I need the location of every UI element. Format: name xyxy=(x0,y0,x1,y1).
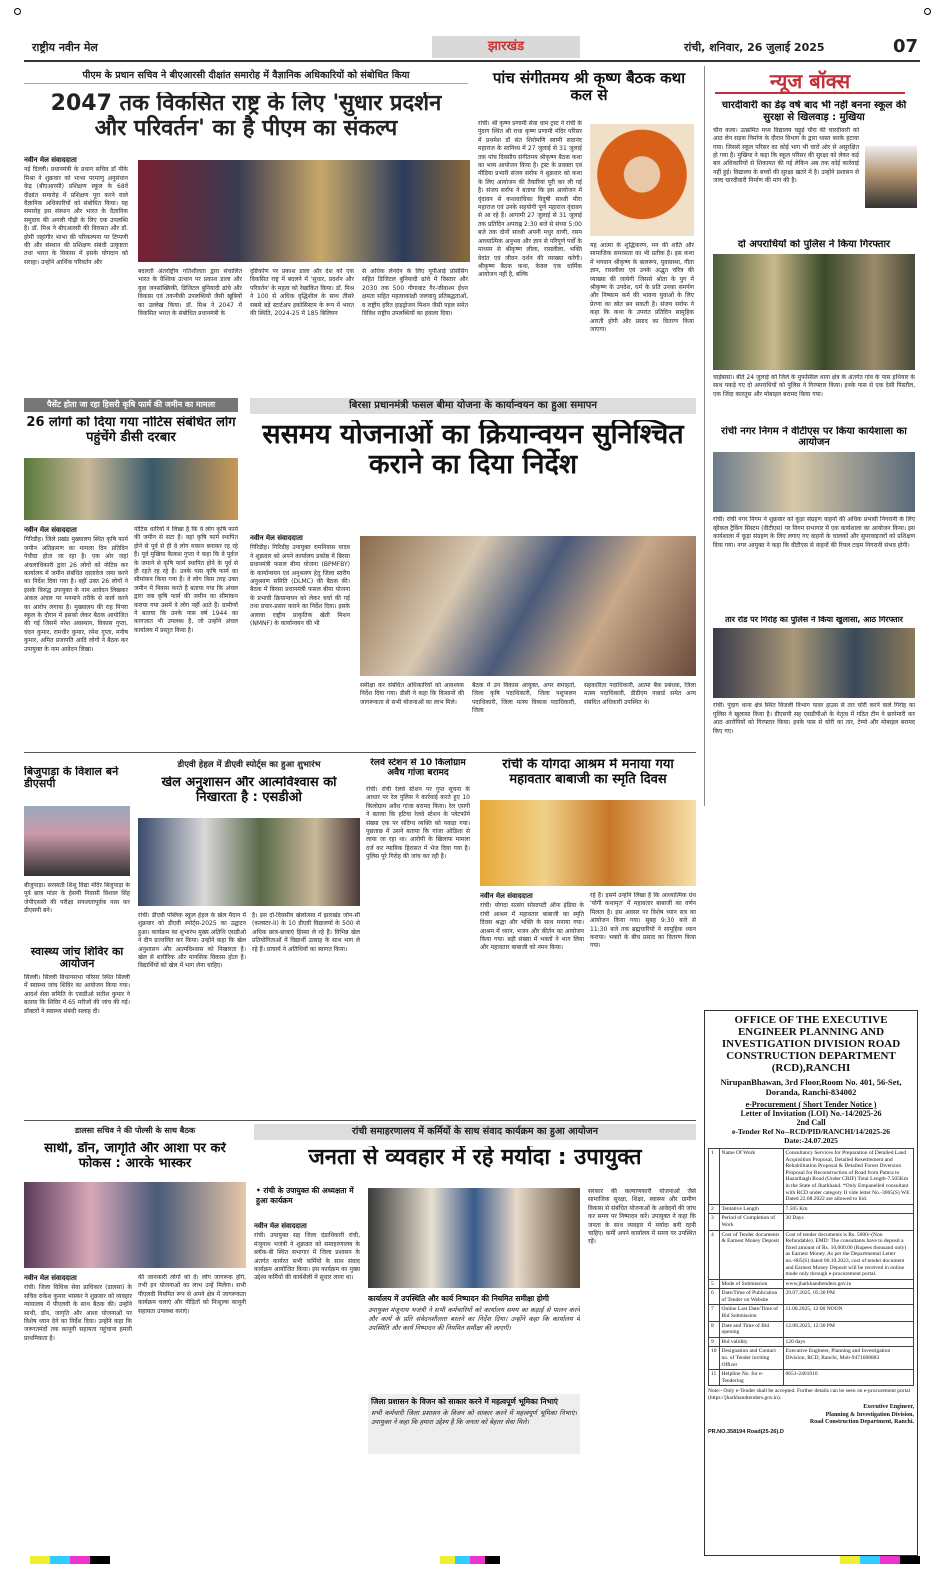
news4-body: रांची। पुंदाग थाना क्षेत्र स्थित विजली विभाग पावर हाउस से तार चोरी करने वाले गिरोह का पुलिस ने खुलासा किया है। डीएसपी सह एसडीपीओ के नेतृत्व में गठित टीम ने छापेमारी कर आठ आरोपियों को गिरफ्तार किया। इनके पास से चोरी का तार, टेम्पो और मोबाइल बरामद किए गए। xyxy=(713,702,915,735)
a10-byline: नवीन मेल संवाददाता xyxy=(24,1274,77,1282)
tender-row xyxy=(709,1279,914,1289)
news-box-title: न्यूज बॉक्स xyxy=(715,70,905,94)
a7-kicker: डीएवी हेहल में डीएवी स्पोर्ट्स का हुआ शुभारंभ xyxy=(138,758,360,772)
tender-cell-label: Helpline No. for e-Tendering xyxy=(719,1370,783,1386)
news-box xyxy=(704,66,918,806)
news1-photo xyxy=(865,146,917,208)
news3-body: रांची। रांची नगर निगम ने शुक्रवार को कूड़ा संग्रहण वाहनों की अधिक प्रभावी निगरानी के लिए व्हीकल ट्रैकिंग सिस्टम (वीटीएस) पर निगम सभागार में एक कार्यशाला का आयोजन किया। इस कार्यशाला में कूड़ा संग्रहण के लिए लगाए गए वाहनों के चालकों और सुपरवाइजरों को प्रशिक्षण दिया गया। नगर आयुक्त ने कहा कि वीटीएस से वाहनों की रियल टाइम निगरानी संभव होगी। xyxy=(713,516,915,549)
color-bar xyxy=(840,1556,920,1564)
a10-photo xyxy=(24,1182,246,1268)
news2-body: चाईबासा। बीते 24 जुलाई को जिले के मुफस्सिल थाना क्षेत्र के अंतर्गत गांव के पास हथियार के साथ पकड़े गए दो अपराधियों को पुलिस ने गिरफ्तार किया। इनके पास से एक देसी पिस्तौल, एक जिंदा कारतूस और मोबाइल बरामद किया गया। xyxy=(713,373,915,398)
tender-cell-label: Date/Time of Publication of Tender on Website xyxy=(719,1289,783,1305)
masthead-section: झारखंड xyxy=(432,36,580,58)
a9-body-col1 xyxy=(480,892,584,1116)
registration-mark xyxy=(14,8,21,15)
a11-headline: जनता से व्यवहार में रहे मर्यादा : उपायुक्त xyxy=(308,1146,642,1170)
tender-cell-label: Mode of Submission xyxy=(719,1279,783,1289)
a11-bullet: • रांची के उपायुक्त की अध्यक्षता में हुआ कार्यक्रम xyxy=(256,1186,354,1205)
a11-caption1-head: कार्यालय में उपस्थिति और कार्य निष्पादन की नियमित समीक्षा होगी xyxy=(368,1294,549,1303)
a4-body-col1 xyxy=(250,534,350,746)
tender-cell-value: 11.08.2025, 12:00 NOON xyxy=(783,1305,914,1321)
a1-kicker: पीएम के प्रधान सचिव ने बीएआरसी दीक्षांत समारोह में वैज्ञानिक अधिकारियों को संबोधित किया xyxy=(24,68,468,84)
news3-headline: रांची नगर निगम ने वीटीएस पर किया कार्यशाला का आयोजन xyxy=(721,425,907,449)
a2-body-col2: यह आत्मा के शुद्धिकरण, मन की शांति और सामाजिक समरसता का भी प्रतीक है। इस कथा में भगवान श्रीकृष्ण के बालरूप, युवावस्था, गीता ज्ञान, रासलीला एवं उनके अद्भुत चरित्र की व्याख्या की जायेगी जिससे श्रोता के युग में श्रीकृष्ण के उपदेश, धर्म के प्रति उनका समर्पण और निष्काम कर्म की भावना युवाओं के लिए प्रेरणा का स्रोत बन सकती है। संजय सर्राफ ने कहा कि कथा के उपरांत प्रतिदिन सामूहिक आरती होगी और प्रसाद का वितरण किया जाएगा। xyxy=(590,242,694,334)
a8-body: रांची। रांची रेलवे स्टेशन पर गुप्त सूचना के आधार पर रेल पुलिस ने कार्रवाई करते हुए 10 किलोग्राम अवैध गांजा बरामद किया। रेल एसपी ने बताया कि हटिया रेलवे स्टेशन के प्लेटफॉर्म संख्या एक पर संदिग्ध व्यक्ति को पकड़ा गया। पूछताछ में उसने बताया कि गांजा ओडिशा से लाया जा रहा था। आरोपी के खिलाफ मामला दर्ज कर न्यायिक हिरासत में भेज दिया गया है। पुलिस पूरे गिरोह की जांच कर रही है। xyxy=(366,786,470,861)
a1-byline: नवीन मेल संवाददाता xyxy=(24,156,77,164)
masthead-date: रांची, शनिवार, 26 जुलाई 2025 xyxy=(684,41,825,54)
divider xyxy=(24,752,696,753)
a10-headline: साथी, डॉन, जागृति और आशा पर करें फोकस : आरके भास्कर xyxy=(44,1142,226,1171)
a5-headline: बिजुपाड़ा के विशाल बने डीएसपी xyxy=(24,766,119,791)
tender-row xyxy=(709,1204,914,1214)
tender-cell-value: 120 days xyxy=(783,1337,914,1347)
a1-photo xyxy=(138,160,470,262)
news2-photo xyxy=(713,254,915,370)
tender-cell-sn: 7 xyxy=(709,1305,720,1321)
tender-cell-value: Cost of tender documents is Rs. 5000/-(Non Refundable). EMD: The consultants have to deposit a fixed amount of Rs. 10,000.00 (Rupees thousand only) as Earnest Money. As per the Departmental Letter no.-865(S) dated 06.10.2023, cost of tender document and Earnest Money Deposit will be received in online mode only through e-procurement portal. xyxy=(783,1230,914,1279)
tender-note: Note:- Only e-Tender shall be accepted. Further details can be seen on e-procurement portal (https://jharkhandtenders.gov.in). xyxy=(708,1388,911,1402)
tender-pr-number: PR.NO.358194 Road(25-26).D xyxy=(708,1428,784,1435)
a10-body-col2: की जानकारी लोगों को दें। लोग जागरूक होंगे, तभी इन योजनाओं का लाभ उन्हें मिलेगा। सभी पीएलवी नियमित रूप से अपने क्षेत्र में जागरूकता कार्यक्रम चलाएं और पीड़ितों को निःशुल्क कानूनी सहायता उपलब्ध कराएं। xyxy=(138,1274,246,1315)
tender-cell-value: Executive Engineer, Planning and Investigation Division, RCD, Ranchi, Mob-9471608883 xyxy=(783,1347,914,1370)
divider xyxy=(24,1120,696,1121)
tender-cell-sn: 1 xyxy=(709,1149,720,1205)
a5-body: बीजुपाड़ा। सरस्वती शिशु विद्या मंदिर बिजुपाड़ा के पूर्व छात्र मांडर के हेसमी निवासी विशाल सिंह जेपीएससी की परीक्षा सफलतापूर्वक पास कर डीएसपी बने। xyxy=(24,882,130,915)
a2-headline: पांच संगीतमय श्री कृष्ण बैठक कथा कल से xyxy=(492,70,686,104)
tender-heading: e-Procurement ( Short Tender Notice ) xyxy=(745,1100,877,1109)
news1-headline: चारदीवारी का डेढ़ वर्ष बाद भी नहीं बनना स्कूल की सुरक्षा से खिलवाड़ : मुखिया xyxy=(721,100,907,123)
color-bar xyxy=(30,1556,110,1564)
a3-photo xyxy=(24,458,238,520)
tender-cell-value: 30 Days xyxy=(783,1214,914,1230)
a2-photo xyxy=(590,124,694,236)
a3-body-col2: नोटिस धारियों ने लिखा है कि वे लोग कृषि फार्म की जमीन से सटा है। वहां कृषि फार्म स्थापित होने से पूर्व से ही वे लोग मकान बनाकर रह रहे हैं। पूर्व मुखिया कैलाश गुप्ता ने कहा कि वे पूर्वज के जमाने से कृषि फार्म स्थापित होने के पूर्व से ही रहते रह रहे हैं। उनके पास कृषि फार्म का सीमांकन किया गया है। वे लोग किस तरह उक्त जमीन में निवास करते हैं बताया गया कि अंचल द्वारा जब कृषि फार्म की जमीन का सीमांकन कराया गया उसमें वे लोग नहीं आते हैं। ग्रामीणों ने बताया कि उनके पास वर्ष 1944 का कागजात भी उपलब्ध है, जो उन्होंने अंचल कार्यालय में प्रस्तुत किया है। xyxy=(134,526,238,634)
news2-headline: दो अपराधियों को पुलिस ने किया गिरफ्तार xyxy=(737,238,891,250)
masthead xyxy=(24,34,920,62)
a3-text: गिरिडीह। जिले प्रखंड मुख्यालय स्थित कृषि फार्म जमीन अतिक्रमण का मामला दिन प्रतिदिन पेचीदा होता जा रहा है। एक ओर जहां अंचलाधिकारी द्वारा 26 लोगों को नोटिस कर कार्यालय में जमीन संबंधित दस्तावेज जमा करने का निर्देश दिया गया है। वहीं उक्त 26 लोगों ने इसके विरुद्ध उपायुक्त के नाम आवेदन लिखकर अंकल अंचल पर मनमाने तरीके से कार्य करने का आरोप लगाया है। मुख्यालय की राह पिपरा स्कूल के दौरान में इसको लेकर बैठक आयोजित की गई जिसमें नरेश अवस्थान, विकास गुप्ता, चंदन कुमार, रामधीर कुमार, रमेश गुप्ता, मनीष कुमार, अमित प्रजापति आदि लोगों ने बैठक कर उपायुक्त के नाम आवेदन लिखा। xyxy=(24,536,128,653)
a9-body-col2: रहे हैं। इसमें उन्होंने लिखा है कि आध्यात्मिक ग्रंथ 'योगी कथामृत' में महावतार बाबाजी का वर्णन मिलता है। इस अवसर पर विशेष ध्यान सत्र का आयोजन किया गया। सुबह 9:30 बजे से 11:30 बजे तक ब्रह्मचारियों ने सामूहिक ध्यान कराया। भक्तों के बीच प्रसाद का वितरण किया गया। xyxy=(590,892,696,950)
tender-date: Date:-24.07.2025 xyxy=(784,1136,838,1145)
a11-caption1-body: उपायुक्त मंजूनाथ भजंत्री ने सभी कर्मचारियों को कार्यालय समय का कड़ाई से पालन करने और कार्य के प्रति संवेदनशीलता बरतने का निर्देश दिया। उन्होंने कहा कि कार्यालय में उपस्थिति और कार्य निष्पादन की नियमित समीक्षा की जाएगी। xyxy=(368,1306,580,1332)
registration-mark xyxy=(924,8,931,15)
tender-cell-value: 0651-2401010 xyxy=(783,1370,914,1386)
a8-headline: रेलवे स्टेशन से 10 किलोग्राम अवैध गांजा बरामद xyxy=(370,758,466,779)
a11-byline: नवीन मेल संवाददाता xyxy=(254,1222,307,1230)
tender-cell-label: Period of Completion of Work xyxy=(719,1214,783,1230)
tender-cell-value: Consultancy Services for Preparation of Detailed Land Acquisition Proposal, Detailed Resettlement and Rehabilitation Proposal & Detailed Forest Diversion Proposal for Reconstruction of Road from Pamra to Hazaribagh Road (Under CRIF) Total Length-7.505Km in the State of Jharkhand. *Only Empanelled consultant with RCD under category II vide letter No.-3065(S) WE Dated 22.08.2022 are allowed to bid. xyxy=(783,1149,914,1205)
a11-caption2 xyxy=(368,1394,580,1454)
a4-body-col3: बैठक में उप विकास आयुक्त, अपर समाहर्ता, जिला कृषि पदाधिकारी, जिला पशुपालन पदाधिकारी, जिला मत्स्य विकास पदाधिकारी, जिला xyxy=(472,682,576,715)
a7-photo xyxy=(138,818,360,906)
tender-cell-label: Cost of Tender documents & Earnest Money Deposit xyxy=(719,1230,783,1279)
news4-headline: तार रोड पर गिरोह का पुलिस ने किया खुलासा, आठ गिरफ्तार xyxy=(725,616,903,625)
a4-body-col4: सहकारिता पदाधिकारी, आत्मा बैंक प्रबंधक, जिला मत्स्य पदाधिकारी, डीडीएम नाबार्ड समेत अन्य संबंधित अधिकारी उपस्थित थे। xyxy=(584,682,696,706)
a2-body-col1: रांची। श्री कृष्ण प्रणामी सेवा धाम ट्रस्ट ने रांची के पुंदाग स्थित श्री राधा कृष्ण प्रणामी मंदिर परिसर में प्रथमेश डॉ संत शिरोमणि स्वामी सदानंद महाराज के सानिध्य में 27 जुलाई से 31 जुलाई तक पांच दिवसीय संगीतमय श्रीकृष्ण बैठक कथा का भव्य आयोजन किया है। ट्रस्ट के प्रवक्ता एवं मीडिया प्रभारी संजय सर्राफ ने शुक्रवार को कथा के लिए आयोजन की तैयारियां पूरी कर ली गई है। संजय सर्राफ ने बताया कि इस आयोजन में वृंदावन से कथावाचिका विदुषी साध्वी मीरा महाराज एवं उनके सहयोगी पूर्ण महाराज वृंदावन से आ रहे हैं। आगामी 27 जुलाई से 31 जुलाई तक प्रतिदिन अपराह्न 2:30 बजे से संध्या 5:00 बजे तक दोनों साध्वी अपनी मधुर वाणी, रसम आध्यात्मिक अनुभव और ज्ञान से परिपूर्ण पर्वों के माध्यम से श्रीकृष्ण लीला, रासलीला, भक्ति वेदांत एवं जीवन दर्शन की व्याख्या करेंगी। श्रीकृष्ण बैठक कथा, केवल एक धार्मिक आयोजन नहीं है, बल्कि xyxy=(478,120,582,279)
a6-headline: स्वास्थ्य जांच शिविर का आयोजन xyxy=(30,946,124,971)
a10-body-col1 xyxy=(24,1274,132,1550)
a4-headline: ससमय योजनाओं का क्रियान्वयन सुनिश्चित कराने का दिया निर्देश xyxy=(262,420,684,481)
a1-body-col2: बदलती अंतर्राष्ट्रीय गतिशीलता द्वारा संचालित भारत के वैश्विक उत्थान पर प्रकाश डाला और युवा जनसांख्यिकी, डिजिटल बुनियादी ढांचे और विकास एवं तकनीकी उपलब्धियों जैसी खूबियों का उल्लेख किया। डॉ. मिश्र ने 2047 में विकसित भारत के संबोधित प्रधानमंत्री के xyxy=(138,268,242,318)
tender-cell-sn: 4 xyxy=(709,1230,720,1279)
tender-sign-line: Planning & Investigation Division, xyxy=(825,1411,914,1418)
a4-kicker: बिरसा प्रधानमंत्री फसल बीमा योजना के कार्यान्वयन का हुआ समापन xyxy=(250,398,696,414)
a7-headline: खेल अनुशासन और आत्मविश्वास को निखारता है : एसडीओ xyxy=(161,776,337,805)
a3-body-col1 xyxy=(24,526,128,746)
tender-row xyxy=(709,1214,914,1230)
tender-cell-label: Date and Time of Bid opening xyxy=(719,1321,783,1337)
a3-headline: 26 लोगों को दिया गया नोटिस संबंधित लोग पहुंचेंगे डीसी दरबार xyxy=(26,416,236,445)
tender-cell-sn: 2 xyxy=(709,1204,720,1214)
tender-table xyxy=(708,1148,914,1386)
a4-byline: नवीन मेल संवाददाता xyxy=(250,534,303,542)
news4-photo xyxy=(713,628,915,698)
tender-office: OFFICE OF THE EXECUTIVE ENGINEER PLANNING AND INVESTIGATION DIVISION ROAD CONSTRUCTION DEPARTMENT (RCD),RANCHI xyxy=(721,1014,901,1074)
tender-cell-value: www.jharkhandtenders.gov.in xyxy=(783,1279,914,1289)
tender-notice xyxy=(704,1010,918,1556)
a3-kicker: पैसेंट होता जा रहा हिसरी कृषि फार्म की जमीन का मामला xyxy=(24,398,238,412)
a1-text: नई दिल्ली। प्रधानमंत्री के प्रधान सचिव डॉ पीके मिश्रा ने शुक्रवार को भाभा परमाणु अनुसंधान केंद्र (बीएआरसी) प्रशिक्षण स्कूल के 68वें दीक्षांत समारोह में प्रशिक्षण पूरा करने वाले वैज्ञानिक अधिकारियों को संबोधित किया। यह समारोह इस संस्थान और भारत के वैज्ञानिक समुदाय की अगली पीढ़ी के लिए एक उपलब्धि है। डॉ. मिश्र ने बीएआरसी की विरासत और डॉ. होमी जहांगीर भाभा की परिकल्पना पर टिप्पणी की और संस्थान की प्रशिक्षण संबंधी उत्कृष्टता तथा भारत के विकास में इसके योगदान को सराहा। उन्होंने आर्थिक परिवर्तन और xyxy=(24,166,128,266)
a11-body-col1 xyxy=(254,1222,360,1550)
tender-row xyxy=(709,1289,914,1305)
tender-cell-label: Bid validity xyxy=(719,1337,783,1347)
tender-cell-sn: 11 xyxy=(709,1370,720,1386)
tender-cell-label: Name Of Work xyxy=(719,1149,783,1205)
a4-text: गिरिडीह। गिरिडीह उपायुक्त रामनिवास यादव ने शुक्रवार को अपने कार्यालय प्रकोष्ठ में बिरसा प्रधानमंत्री फसल बीमा योजना (BPMFBY) के कार्यान्वयन एवं अनुश्रवण हेतु जिला स्तरीय अनुश्रवण समिति (DLMC) की बैठक की। बैठक में बिरसा प्रधानमंत्री फसल बीमा योजना के प्रभावी क्रियान्वयन को लेकर चर्चा की गई तथा प्रचार-प्रसार कराने का निर्देश दिया। इसके अलावा राष्ट्रीय प्राकृतिक खेती मिशन (NMNF) के कार्यान्वयन की भी xyxy=(250,544,350,628)
news3-photo xyxy=(713,452,915,512)
a9-photo xyxy=(480,800,696,886)
tender-sign-line: Road Construction Department, Ranchi. xyxy=(809,1419,914,1426)
tender-cell-value: 29.07.2025, 05:30 PM xyxy=(783,1289,914,1305)
tender-sign-line: Executive Engineer, xyxy=(863,1404,914,1411)
tender-cell-value: 12.08.2025, 12:30 PM xyxy=(783,1321,914,1337)
tender-row xyxy=(709,1347,914,1370)
a7-body-col2: है। इस दो-दिवसीय खेलोत्सव में झारखंड जोन-सी (कलस्टर-II) के 10 डीएवी विद्यालयों के 500 से अधिक छात्र-छात्राएं हिस्सा ले रहे हैं। विभिन्न खेल प्रतियोगिताओं में विद्यार्थी उत्साह के साथ भाग ले रहे हैं। प्राचार्य ने अतिथियों का स्वागत किया। xyxy=(252,912,360,953)
color-bar xyxy=(440,1556,500,1564)
tender-cell-sn: 10 xyxy=(709,1347,720,1370)
tender-cell-sn: 8 xyxy=(709,1321,720,1337)
tender-row xyxy=(709,1321,914,1337)
tender-cell-sn: 9 xyxy=(709,1337,720,1347)
a3-byline: नवीन मेल संवाददाता xyxy=(24,526,77,534)
tender-row xyxy=(709,1230,914,1279)
a11-caption1 xyxy=(368,1294,580,1392)
a11-body-col2: सरकार की कल्याणकारी योजनाओं जैसे सामाजिक सुरक्षा, शिक्षा, स्वास्थ्य और ग्रामीण विकास से संबंधित योजनाओं के आवेदनों की जांच कर समय पर निष्पादन करें। उपायुक्त ने कहा कि जनता के साथ व्यवहार में मर्यादा बनी रहनी चाहिए। कर्मी अपने कार्यालय में समय पर उपस्थित रहें। xyxy=(588,1188,696,1246)
masthead-brand: राष्ट्रीय नवीन मेल xyxy=(32,41,98,54)
tender-address: NirupanBhawan, 3rd Floor,Room No. 401, 56-Set, Doranda, Ranchi-834002 xyxy=(720,1077,902,1097)
a5-photo xyxy=(24,806,130,876)
a10-kicker: डालसा सचिव ने की पोल्सी के साथ बैठक xyxy=(24,1124,246,1138)
a6-body: सिल्ली। सिल्ली विधानसभा परिसर स्थित सिल्ली में स्वास्थ्य जांच शिविर का आयोजन किया गया। आदर्श सेवा समिति के एसडीओ सतीश कुमार ने बताया कि शिविर में 65 मरीजों की जांच की गई। डॉक्टरों ने स्वास्थ्य संबंधी सलाह दी। xyxy=(24,974,130,1015)
a9-byline: नवीन मेल संवाददाता xyxy=(480,892,533,900)
tender-row xyxy=(709,1305,914,1321)
page-number: 07 xyxy=(892,36,918,57)
a1-body-col3: दृष्टिकोण पर प्रकाश डाला और देश को एक विकसित राष्ट्र में बदलने में 'सुधार, प्रदर्शन और परिवर्तन' के महत्व को रेखांकित किया। डॉ. मिश्र ने 100 से अधिक वृद्धिशील के साथ तीसरे सबसे बड़े स्टार्टअप इकोसिस्टम के रूप में भारत की स्थिति, 2024-25 में 185 बिलियन xyxy=(250,268,354,318)
a11-kicker: रांची समाहरणालय में कर्मियों के साथ संवाद कार्यक्रम का हुआ आयोजन xyxy=(254,1124,696,1140)
a1-headline: 2047 तक विकसित राष्ट्र के लिए 'सुधार प्रदर्शन और परिवर्तन' का है पीएम का संकल्प xyxy=(50,92,442,141)
a10-text: रांची। जिला विधिक सेवा प्राधिकार (डालसा) के सचिव राकेश कुमार भास्कर ने शुक्रवार को व्यवहार न्यायालय में पीएलवी के साथ बैठक की। उन्होंने साथी, डॉन, जागृति और आशा योजनाओं पर विशेष ध्यान देने का निर्देश दिया। उन्होंने कहा कि जरूरतमंदों तक कानूनी सहायता पहुंचाना हमारी प्राथमिकता है। xyxy=(24,1284,132,1342)
tender-cell-sn: 6 xyxy=(709,1289,720,1305)
tender-ref: e-Tender Ref No--RCD/PID/RANCHI/14/2025-26 xyxy=(732,1127,890,1136)
tender-row xyxy=(709,1370,914,1386)
a11-text: रांची। उपायुक्त सह जिला दंडाधिकारी रांची, मंजूनाथ भजंत्री ने शुक्रवार को समाहरणालय के ब्लॉक-बी स्थित सभागार में जिला प्रशासन के अंतर्गत कार्यरत सभी कर्मियों के साथ संवाद कार्यक्रम आयोजित किया। इस कार्यक्रम का मुख्य उद्देश्य कर्मियों की कार्यशैली में सुधार लाना था। xyxy=(254,1232,360,1282)
tender-signature xyxy=(708,1404,914,1427)
a1-body-col1 xyxy=(24,156,128,392)
a11-caption2-head: जिला प्रशासन के विजन को साकार करने में महत्वपूर्ण भूमिका निभाएं xyxy=(371,1397,558,1406)
tender-cell-sn: 5 xyxy=(709,1279,720,1289)
a1-body-col4: से अधिक लेनदेन के लिए यूपीआई प्रोसेसिंग सहित डिजिटल बुनियादी ढांचे में विस्तार और 2030 तक 500 गीगावाट गैर-जीवाश्म ईंधन क्षमता सहित महत्वाकांक्षी जलवायु प्रतिबद्धताओं, व राष्ट्रीय हरित हाइड्रोजन मिशन जैसी पहल समेत विविध राष्ट्रीय उपलब्धियों का हवाला दिया। xyxy=(362,268,468,318)
tender-cell-sn: 3 xyxy=(709,1214,720,1230)
tender-cell-label: Designation and Contact no. of Tender inviting Officer xyxy=(719,1347,783,1370)
a11-caption2-body: सभी कर्मचारी जिला प्रशासन के विजन को साकार करने में महत्वपूर्ण भूमिका निभाएं। उपायुक्त ने कहा कि हमारा उद्देश्य है कि जनता को बेहतर सेवा मिले। xyxy=(371,1409,577,1426)
tender-row xyxy=(709,1149,914,1205)
a7-body-col1: रांची। डीएवी पब्लिक स्कूल हेहल के खेल मैदान में शुक्रवार को डीएवी स्पोर्ट्स-2025 का उद्घाटन हुआ। कार्यक्रम का शुभारंभ मुख्य अतिथि एसडीओ ने दीप प्रज्वलित कर किया। उन्होंने कहा कि खेल अनुशासन और आत्मविश्वास को निखारता है। खेल से शारीरिक और मानसिक विकास होता है। विद्यार्थियों को खेल में भाग लेना चाहिए। xyxy=(138,912,246,970)
tender-loi: Letter of Invitation (LOI) No.-14/2025-26 xyxy=(740,1109,882,1118)
a4-body-col2: समीक्षा कर संबंधित अधिकारियों को आवश्यक निर्देश दिया गया। डीसी ने कहा कि किसानों की जागरूकता से सभी योजनाओं का लाभ मिले। xyxy=(360,682,464,706)
a9-headline: रांची के योगदा आश्रम में मनाया गया महावतार बाबाजी का स्मृति दिवस xyxy=(502,758,674,787)
a4-photo xyxy=(360,536,696,676)
a11-photo xyxy=(368,1188,580,1288)
a9-text: रांची। योगदा सत्संग सोसायटी ऑफ इंडिया के रांची आश्रम में महावतार बाबाजी का स्मृति दिवस श्रद्धा और भक्ति के साथ मनाया गया। आश्रम में ध्यान, भजन और कीर्तन का आयोजन किया गया। बड़ी संख्या में भक्तों ने भाग लिया और महावतार बाबाजी को नमन किया। xyxy=(480,902,584,952)
news1-body: चौरा कला। उत्क्रमित मध्य विद्यालय चढ़ुई चौरा की चारदीवारी को आठ लेन सड़क निर्माण के दौरान विभाग के द्वारा ध्वस्त करके हटाया गया। जिससे स्कूल परिसर का कोई भाग भी चारों ओर से असुरक्षित हो गया है। मुखिया ने कहा कि स्कूल परिसर की सुरक्षा को लेकर कई बार अधिकारियों से शिकायत की गई लेकिन अब तक कोई कार्रवाई नहीं हुई। विद्यालय के बच्चों की सुरक्षा खतरे में है। उन्होंने प्रशासन से जल्द चारदीवारी निर्माण की मांग की है। xyxy=(713,126,859,185)
tender-row xyxy=(709,1337,914,1347)
tender-call: 2nd Call xyxy=(796,1118,826,1127)
tender-cell-label: Tentative Length xyxy=(719,1204,783,1214)
tender-cell-value: 7.505 Km xyxy=(783,1204,914,1214)
tender-cell-label: Online Last Date/Time of Bid Submission xyxy=(719,1305,783,1321)
